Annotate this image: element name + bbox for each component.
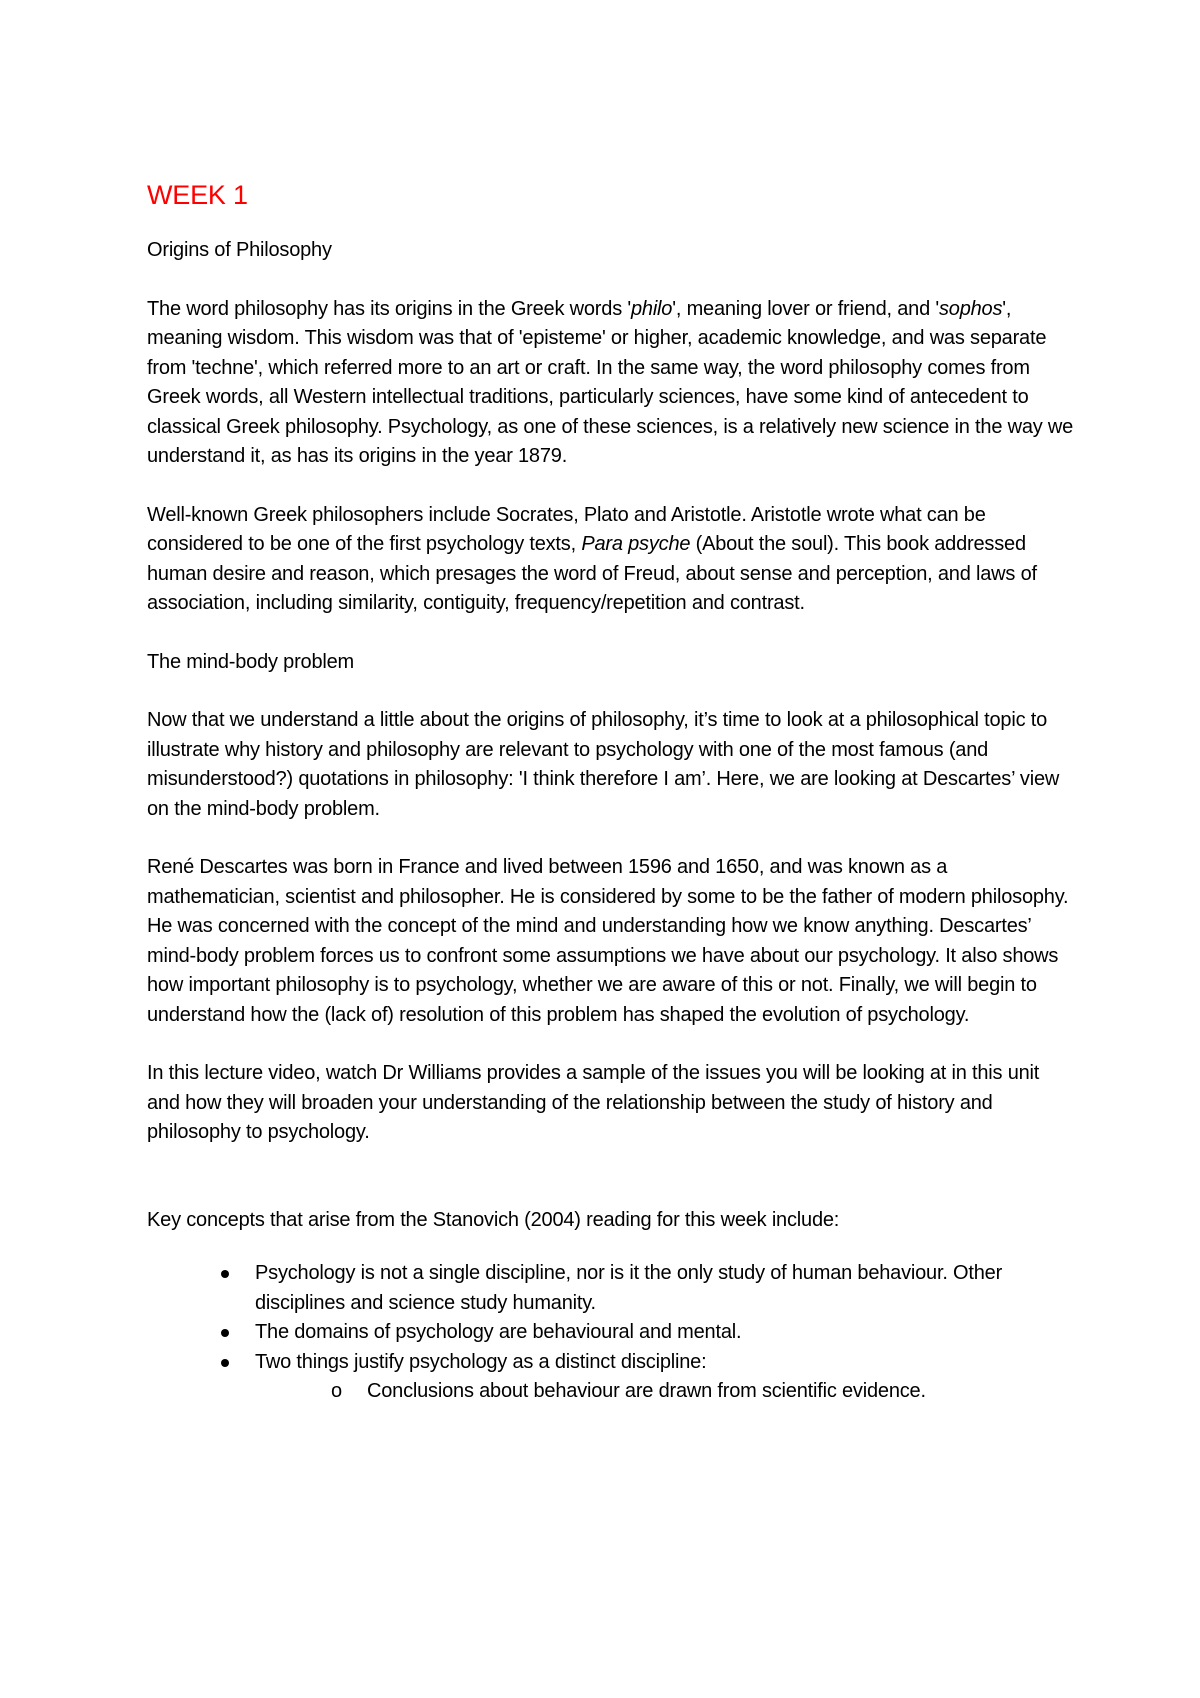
text-span: The word philosophy has its origins in the Greek words ' bbox=[147, 297, 631, 320]
term-sophos: sophos bbox=[938, 297, 1003, 320]
sub-list-item: o Conclusions about behaviour are drawn from scientific evidence. bbox=[367, 1377, 1077, 1407]
list-item: The domains of psychology are behavioural and mental. bbox=[255, 1318, 1077, 1348]
text-span: (About the soul). This book addressed human desire and reason, which presages the word of Freud, about sense and perception, and laws of association, including similarity, contiguity, frequency/repetition and contrast. bbox=[147, 533, 1037, 614]
page-title: WEEK 1 bbox=[147, 180, 248, 210]
document-page bbox=[147, 178, 1077, 1407]
list-item: Psychology is not a single discipline, nor is it the only study of human behaviour. Other disciplines and science study humanity. bbox=[255, 1259, 1077, 1318]
paragraph-mind-body-2: René Descartes was born in France and lived between 1596 and 1650, and was known as a mathematician, scientist and philosopher. He is considered by some to be the father of modern philosophy. He was concerned with the concept of the mind and understanding how we know anything. Descartes’ mind-body problem forces us to confront some assumptions we have about our psychology. It also shows how important philosophy is to psychology, whether we are aware of this or not. Finally, we will begin to understand how the (lack of) resolution of this problem has shaped the evolution of psychology. bbox=[147, 856, 1069, 1026]
key-concepts-sublist bbox=[255, 1377, 1077, 1407]
section-heading-origins: Origins of Philosophy bbox=[147, 239, 332, 261]
section-heading-mind-body: The mind-body problem bbox=[147, 650, 355, 673]
term-philo: philo bbox=[630, 297, 673, 320]
text-span: ', meaning lover or friend, and ' bbox=[672, 297, 939, 320]
key-concepts-list bbox=[147, 1259, 1077, 1407]
paragraph-mind-body-3: In this lecture video, watch Dr Williams provides a sample of the issues you will be looking at in this unit and how they will broaden your understanding of the relationship between the study of history and philosophy to psychology. bbox=[147, 1062, 1040, 1143]
book-title: Para psyche bbox=[581, 533, 691, 555]
paragraph-mind-body-1: Now that we understand a little about the origins of philosophy, it’s time to look at a philosophical topic to illustrate why history and philosophy are relevant to psychology with one of the most famous (and misunderstood?) quotations in philosophy: 'I think therefore I am’. Here, we are looking at Descartes’ view on the mind-body problem. bbox=[147, 709, 1060, 820]
list-item-text: Two things justify psychology as a distinct discipline: bbox=[255, 1350, 707, 1373]
vertical-spacer bbox=[147, 1148, 1077, 1206]
paragraph-origins-1 bbox=[147, 295, 1077, 472]
list-item bbox=[255, 1348, 1077, 1407]
text-span: ', meaning wisdom. This wisdom was that of 'episteme' or higher, academic knowledge, and was separate from 'techne', which referred more to an art or craft. In the same way, the word philosophy comes from Greek words, all Western intellectual traditions, particularly sciences, have some kind of antecedent to classical Greek philosophy. Psychology, as one of these sciences, is a relatively new science in the way we understand it, as has its origins in the year 1879. bbox=[147, 297, 1074, 467]
text-span: Well-known Greek philosophers include Socrates, Plato and Aristotle. Aristotle wrote what can be considered to be one of the first psychology texts, bbox=[147, 503, 986, 555]
paragraph-origins-2 bbox=[147, 501, 1077, 619]
key-concepts-intro: Key concepts that arise from the Stanovich (2004) reading for this week include: bbox=[147, 1208, 840, 1231]
